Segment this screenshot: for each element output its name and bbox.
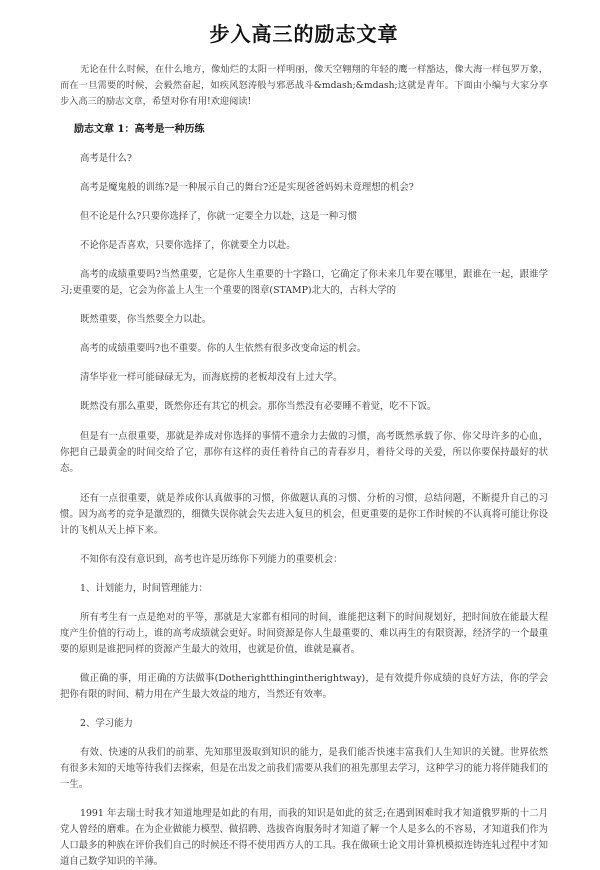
paragraph: 但不论是什么?只要你选择了，你就一定要全力以赴，这是一种习惯 (80, 211, 357, 222)
paragraph: 有效、快速的从我们的前辈、先知那里汲取到知识的能力，是我们能否快速丰富我们人生知识的关键。世界依然有很多未知的天地等待我们去探索，但是在出发之前我们需要从我们的祖先那里去学习，这种学习的能力将伴随我们的一生。 (60, 747, 548, 790)
page-title: 步入高三的励志文章 (209, 22, 399, 46)
paragraph: 不论你是否喜欢，只要你选择了，你就要全力以赴。 (80, 240, 296, 251)
paragraph: 做正确的事，用正确的方法做事(Dotherightthingintherightway)，是有效提升你成绩的良好方法，你的学会把你有限的时间、精力用在产生最大效益的地方，当然还有效率。 (60, 673, 548, 700)
section-heading: 励志文章 1：高考是一种历练 (74, 124, 205, 135)
paragraph: 但是有一点很重要，那就是养成对你选择的事情不遗余力去做的习惯，高考既然承载了你、你父母许多的心血，你把自己最黄金的时间交给了它，那你有这样的责任着待自己的青春岁月，着待父母的关爱，所以你要保持最好的状态。 (60, 431, 548, 474)
paragraph: 既然没有那么重要，既然你还有其它的机会。那你当然没有必要睡不着觉，吃不下饭。 (80, 401, 437, 412)
list-heading: 1、计划能力，时间管理能力： (80, 583, 208, 594)
paragraph: 1991 年去瑞士时我才知道地理是如此的有用，而我的知识是如此的贫乏;在遇到困难时我才知道俄罗斯的十二月党人曾经的磨难。在为企业做能力模型、做招聘、选拔咨询服务时才知道了解一个人是多么的不容易，才知道我们作为人口最多的种族在评价我们自己的时候还不得不使用西方人的工具。我在做硕士论文用计算机模拟连铸连轧过程中才知道自己数学知识的羊薄。 (60, 808, 548, 867)
intro-paragraph: 无论在什么时候，在什么地方，像灿烂的太阳一样明丽，像天空翱翔的年轻的鹰一样豁达，像大海一样包罗万象，而在一旦需要的时候，会毅然奋起，如疾风怒涛般与邪恶战斗&mdash;&mdash;这就是青年。下面由小编与大家分享步入高三的励志文章，希望对你有用!欢迎阅读! (60, 64, 548, 107)
paragraph: 还有一点很重要，就是养成你认真做事的习惯，你做题认真的习惯、分析的习惯，总结问题，不断提升自己的习惯。因为高考的竞争是激烈的，细微失误你就会失去进入复旦的机会，但更重要的是你工作时候的不认真将可能让你设计的飞机从天上掉下来。 (60, 493, 548, 536)
paragraph: 高考是魔鬼般的训练?是一种展示自己的舞台?还是实现爸爸妈妈未竟理想的机会? (80, 182, 414, 193)
paragraph: 高考的成绩重要吗?也不重要。你的人生依然有很多改变命运的机会。 (80, 343, 367, 354)
paragraph: 高考的成绩重要吗?当然重要，它是你人生重要的十字路口，它确定了你未来几年要在哪里，跟谁在一起，跟谁学习;更重要的是，它会为你盖上人生一个重要的图章(STAMP)北大的，古科大学的 (60, 269, 548, 296)
list-heading: 2、学习能力 (80, 718, 133, 729)
paragraph: 高考是什么? (80, 153, 132, 164)
paragraph: 不知你有没有意识到，高考也许是历练你下列能力的重要机会： (80, 554, 343, 565)
paragraph: 所有考生有一点是绝对的平等，那就是大家都有相同的时间，谁能把这剩下的时间规划好，把时间放在能最大程度产生价值的行动上，谁的高考成绩就会更好。时间资源是你人生最重要的、难以再生的有限资源，经济学的一个最重要的原则是谁把同样的资源产生最大的效用，也就是价值，谁就是赢者。 (60, 612, 548, 655)
paragraph: 清华毕业一样可能碌碌无为，而海底捞的老板却没有上过大学。 (80, 372, 343, 383)
paragraph: 既然重要，你当然要全力以赴。 (80, 314, 212, 325)
